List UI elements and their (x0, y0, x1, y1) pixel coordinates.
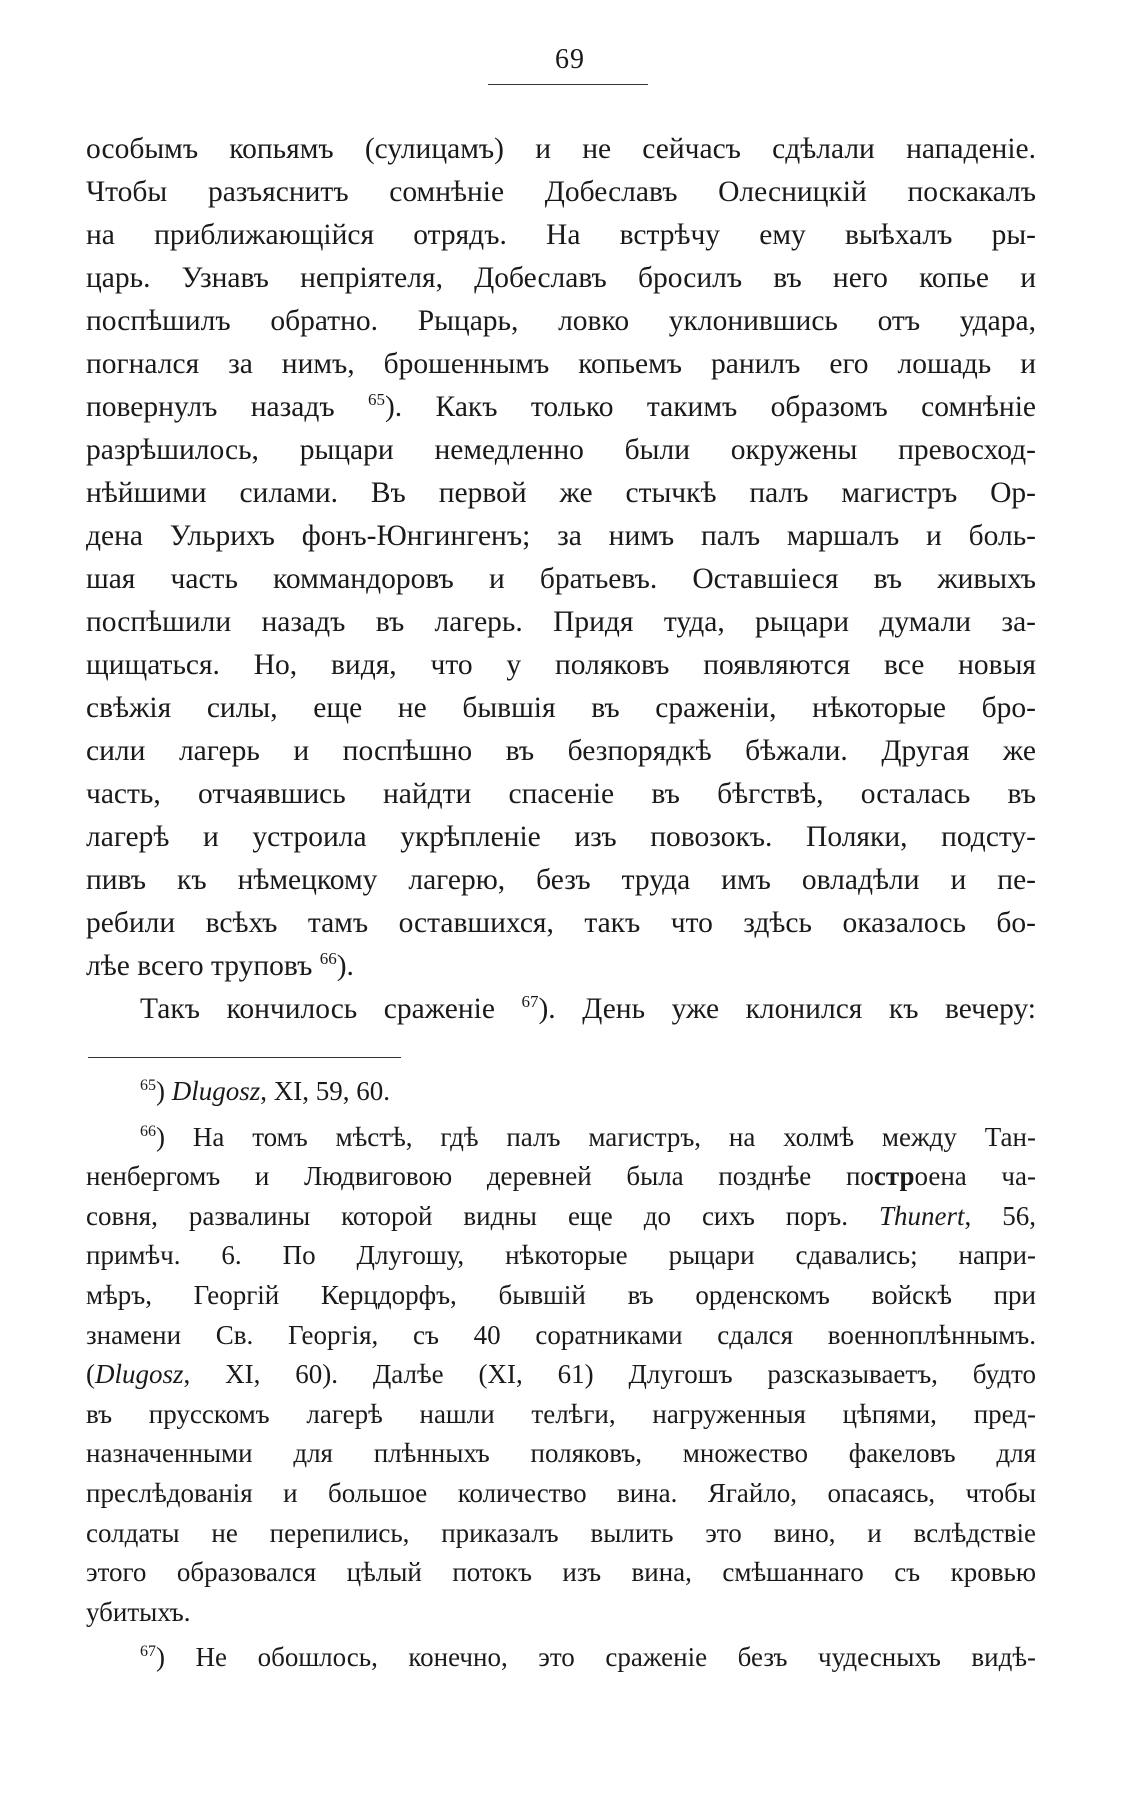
footnote-reference: 65 (367, 390, 385, 409)
author-name: Dlugosz (171, 1076, 261, 1106)
footnote-marker: 66 (140, 1122, 156, 1140)
footnote-line: солдаты не перепились, приказалъ вылить это вино, и вслѣдствіе (86, 1517, 1036, 1548)
text-line: Чтобы разъяснитъ сомнѣніе Добеславъ Олесницкій поскакалъ (86, 176, 1036, 208)
footnote-66 (86, 1118, 1036, 1158)
text-line: царь. Узнавъ непріятеля, Добеславъ бросилъ въ него копье и (86, 262, 1036, 294)
text-line (86, 988, 1036, 1031)
footnote-line: этого образовался цѣлый потокъ изъ вина, смѣшаннаго съ кровью (86, 1557, 1036, 1588)
text-segment: ) На томъ мѣстѣ, гдѣ палъ магистръ, на холмѣ между Тан- (156, 1121, 1036, 1152)
smudged-text: стр (873, 1161, 915, 1192)
text-line: особымъ копьямъ (сулицамъ) и не сейчасъ сдѣлали нападеніе. (86, 133, 1036, 165)
text-line: часть, отчаявшись найдти спасеніе въ бѣгствѣ, осталась въ (86, 778, 1036, 810)
footnote-line (86, 1197, 1036, 1237)
text-line (86, 945, 1036, 988)
page-number: 69 (555, 44, 585, 75)
text-segment: ). Какъ только такимъ образомъ сомнѣніе (384, 391, 1036, 423)
footnote-line (86, 1355, 1036, 1395)
text-segment: лѣе всего труповъ (86, 950, 313, 982)
footnote-line: назначенными для плѣнныхъ поляковъ, множество факеловъ для (86, 1438, 1036, 1469)
text-line: дена Ульрихъ фонъ-Юнгингенъ; за нимъ палъ маршалъ и боль- (86, 520, 1036, 552)
text-segment: , 56, (964, 1200, 1036, 1231)
text-segment: , XI, 60). Далѣе (XI, 61) Длугошъ разсказываетъ, будто (183, 1359, 1036, 1390)
text-line: поспѣшилъ обратно. Рыцарь, ловко уклонившись отъ удара, (86, 305, 1036, 337)
footnote-reference: 66 (319, 949, 337, 968)
text-segment: ( (86, 1359, 95, 1390)
page-number-rule (488, 84, 648, 85)
footnote-line: преслѣдованія и большое количество вина. Ягайло, опасаясь, чтобы (86, 1477, 1036, 1508)
text-line: свѣжія силы, еще не бывшія въ сраженіи, нѣкоторые бро- (86, 692, 1036, 724)
text-segment: ). (336, 950, 354, 982)
text-line: на приближающійся отрядъ. На встрѣчу ему выѣхалъ ры- (86, 219, 1036, 251)
footnote-rule (88, 1057, 401, 1058)
footnote-line: примѣч. 6. По Длугошу, нѣкоторые рыцари сдавались; напри- (86, 1240, 1036, 1271)
text-line: лагерѣ и устроила укрѣпленіе изъ повозокъ. Поляки, подсту- (86, 821, 1036, 853)
text-line: щищаться. Но, видя, что у поляковъ появляются все новыя (86, 649, 1036, 681)
text-segment: повернулъ назадъ (86, 391, 335, 423)
text-line: погнался за нимъ, брошеннымъ копьемъ ранилъ его лошадь и (86, 348, 1036, 380)
footnote-line: знамени Св. Георгія, съ 40 соратниками сдался военноплѣннымъ. (86, 1319, 1036, 1350)
text-segment: ) Не обошлось, конечно, это сраженіе безъ чудесныхъ видѣ- (156, 1642, 1036, 1673)
footnote-line: мѣръ, Георгій Керцдорфъ, бывшій въ орденскомъ войскѣ при (86, 1279, 1036, 1310)
footnote-marker: 67 (140, 1643, 156, 1661)
text-segment: совня, развалины которой видны еще до сихъ поръ. (86, 1200, 848, 1231)
text-segment: ненбергомъ и Людвиговою деревней была позднѣе по (86, 1161, 874, 1192)
footnotes (86, 1072, 1036, 1678)
text-line (86, 386, 1036, 429)
footnote-line: въ прусскомъ лагерѣ нашли телѣги, нагруженныя цѣпями, пред- (86, 1398, 1036, 1429)
footnote-line: убитыхъ. (86, 1596, 191, 1627)
text-line: пивъ къ нѣмецкому лагерю, безъ труда имъ овладѣли и пе- (86, 864, 1036, 896)
text-line: шая часть коммандоровъ и братьевъ. Оставшіеся въ живыхъ (86, 563, 1036, 595)
footnote-67 (86, 1638, 1036, 1678)
text-line: сили лагерь и поспѣшно въ безпорядкѣ бѣжали. Другая же (86, 735, 1036, 767)
footnote-marker: 65 (140, 1077, 156, 1094)
footnote-65: $^{65}$) Dlugosz, XI, 59, 60. (140, 1076, 391, 1106)
text-line: нѣйшими силами. Въ первой же стычкѣ палъ магистръ Ор- (86, 477, 1036, 509)
text-segment: оена ча- (914, 1161, 1036, 1192)
text-line: разрѣшилось, рыцари немедленно были окружены превосход- (86, 434, 1036, 466)
text-line: поспѣшили назадъ въ лагерь. Придя туда, рыцари думали за- (86, 606, 1036, 638)
footnote-reference: 67 (521, 992, 539, 1011)
text-line: ребили всѣхъ тамъ оставшихся, такъ что здѣсь оказалось бо- (86, 907, 1036, 939)
author-name: Dlugosz (95, 1359, 184, 1390)
author-name: Thunert (879, 1200, 965, 1231)
text-segment: Такъ кончилось сраженіе (140, 993, 495, 1025)
text-segment: , XI, 59, 60. (260, 1076, 391, 1106)
text-segment: ). День уже клонился къ вечеру: (538, 993, 1036, 1025)
footnote-line (86, 1157, 1036, 1197)
main-text (86, 128, 1036, 1031)
